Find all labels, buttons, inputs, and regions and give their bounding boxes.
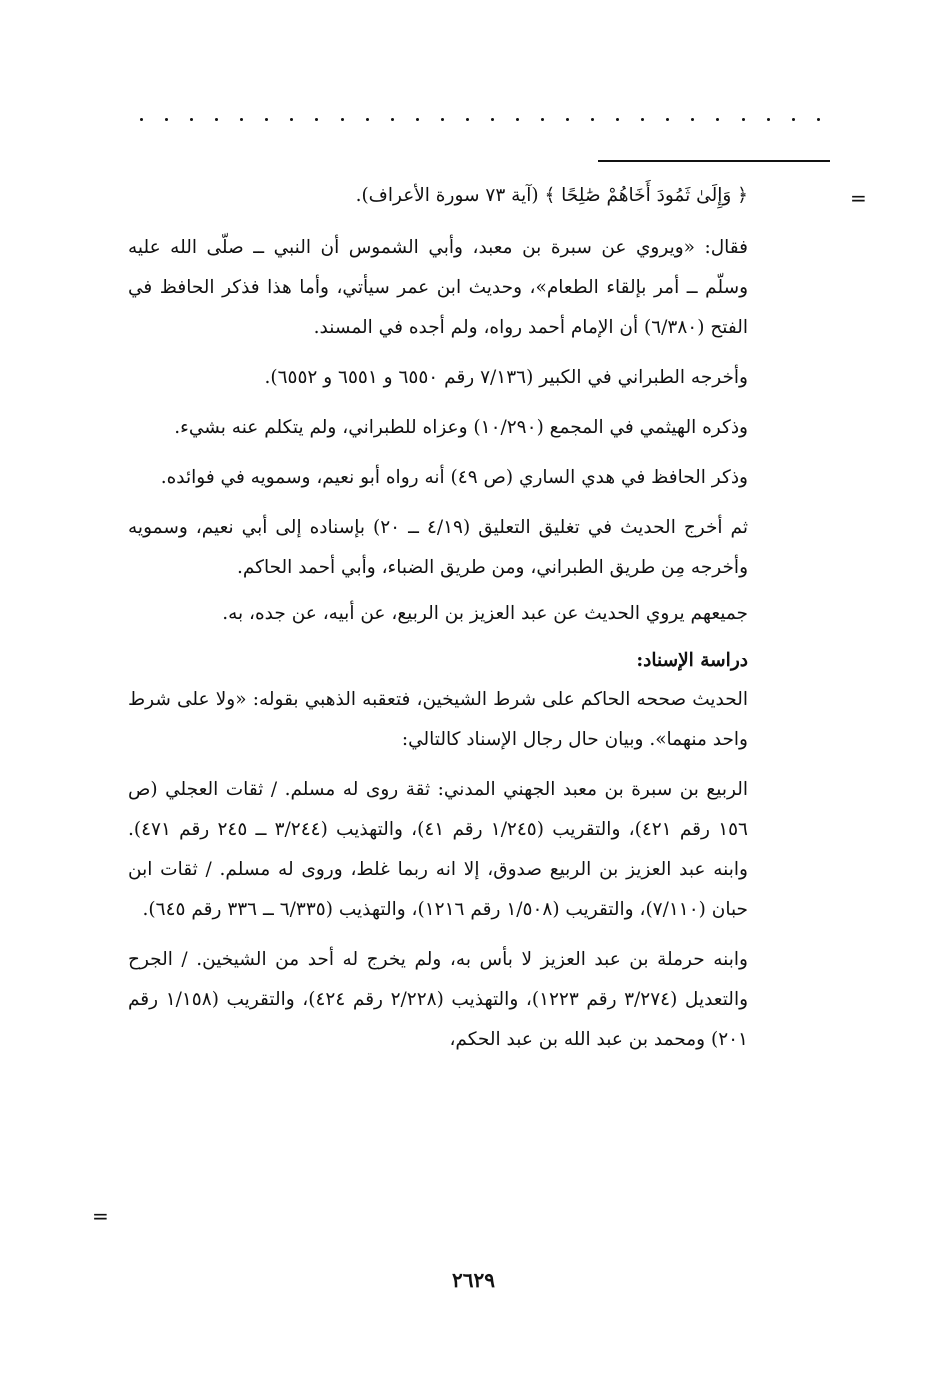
separator-dot bbox=[366, 118, 369, 121]
separator-dot bbox=[416, 118, 419, 121]
separator-dot bbox=[516, 118, 519, 121]
separator-dot bbox=[491, 118, 494, 121]
paragraph-9: وابنه حرملة بن عبد العزيز لا بأس به، ولم يخرج له أحد من الشيخين. / الجرح والتعديل (٣/٢٧٤ رقم ١٢٢٣)، والتهذيب (٢/٢٢٨ رقم ٤٢٤)، والتقريب (١/١٥٨ رقم ٢٠١) ومحمد بن عبد الله بن عبد الحكم، bbox=[128, 949, 749, 1050]
section-heading: دراسة الإسناد: bbox=[636, 650, 748, 671]
separator-dot bbox=[566, 118, 569, 121]
separator-dot bbox=[290, 118, 293, 121]
page-number: ٢٦٢٩ bbox=[452, 1268, 495, 1292]
separator-dot bbox=[391, 118, 394, 121]
paragraph-6: جميعهم يروي الحديث عن عبد العزيز بن الربيع، عن أبيه، عن جده، به. bbox=[222, 603, 748, 624]
paragraph-3: وذكره الهيثمي في المجمع (١٠/٢٩٠) وعزاه للطبراني، ولم يتكلم عنه بشيء. bbox=[174, 417, 748, 438]
separator-dot bbox=[265, 118, 268, 121]
separator-dot bbox=[691, 118, 694, 121]
separator-dot bbox=[742, 118, 745, 121]
separator-dot bbox=[641, 118, 644, 121]
paragraph-8: الربيع بن سبرة بن معبد الجهني المدني: ثقة روى له مسلم. / ثقات العجلي (ص ١٥٦ رقم ٤٢١)، والتقريب (١/٢٤٥ رقم ٤١)، والتهذيب (٣/٢٤٤ ــ ٢٤٥ رقم ٤٧١). وابنه عبد العزيز بن الربيع صدوق، إلا انه ربما غلط، وروى له مسلم. / ثقات ابن حبان (٧/١١٠)، والتقريب (١/٥٠٨ رقم ١٢١٦)، والتهذيب (٦/٣٣٥ ــ ٣٣٦ رقم ٦٤٥). bbox=[128, 779, 748, 920]
separator-dot bbox=[240, 118, 243, 121]
page-body bbox=[128, 176, 748, 1070]
separator-dot bbox=[666, 118, 669, 121]
paragraph-4: وذكر الحافظ في هدي الساري (ص ٤٩) أنه رواه أبو نعيم، وسمويه في فوائده. bbox=[160, 467, 748, 488]
separator-dot bbox=[315, 118, 318, 121]
separator-dot bbox=[441, 118, 444, 121]
continuation-mark-bottom: = bbox=[92, 1204, 109, 1228]
separator-dot bbox=[716, 118, 719, 121]
paragraph-5: ثم أخرج الحديث في تغليق التعليق (٤/١٩ ــ ٢٠) بإسناده إلى أبي نعيم، وسمويه وأخرجه مِن طريق الطبراني، ومن طريق الضباء، وأبي أحمد الحاكم. bbox=[128, 517, 749, 578]
footnote-rule bbox=[598, 160, 830, 162]
separator-dot bbox=[817, 118, 820, 121]
continuation-mark-top: = bbox=[850, 186, 867, 210]
separator-dot bbox=[541, 118, 544, 121]
separator-dot bbox=[792, 118, 795, 121]
paragraph-1: فقال: «ويروي عن سبرة بن معبد، وأبي الشموس أن النبي ــ صلّى الله عليه وسلّم ــ أمر بإلقاء الطعام»، وحديث ابن عمر سيأتي، وأما هذا فذكر الحافظ في الفتح (٦/٣٨٠) أن الإمام أحمد رواه، ولم أجده في المسند. bbox=[128, 237, 748, 338]
separator-dot bbox=[341, 118, 344, 121]
quran-verse: ﴿ وَإِلَىٰ ثَمُودَ أَخَاهُمْ صَٰلِحًا ﴾ (آية ٧٣ سورة الأعراف). bbox=[355, 185, 748, 206]
separator-dot bbox=[466, 118, 469, 121]
dotted-separator bbox=[140, 112, 820, 126]
separator-dot bbox=[591, 118, 594, 121]
paragraph-2: وأخرجه الطبراني في الكبير (٧/١٣٦ رقم ٦٥٥٠ و ٦٥٥١ و ٦٥٥٢). bbox=[264, 367, 748, 388]
separator-dot bbox=[190, 118, 193, 121]
separator-dot bbox=[165, 118, 168, 121]
separator-dot bbox=[215, 118, 218, 121]
separator-dot bbox=[616, 118, 619, 121]
paragraph-7: الحديث صححه الحاكم على شرط الشيخين، فتعقبه الذهبي بقوله: «ولا على شرط واحد منهما». وبيان حال رجال الإسناد كالتالي: bbox=[128, 689, 748, 750]
separator-dot bbox=[140, 118, 143, 121]
separator-dot bbox=[767, 118, 770, 121]
